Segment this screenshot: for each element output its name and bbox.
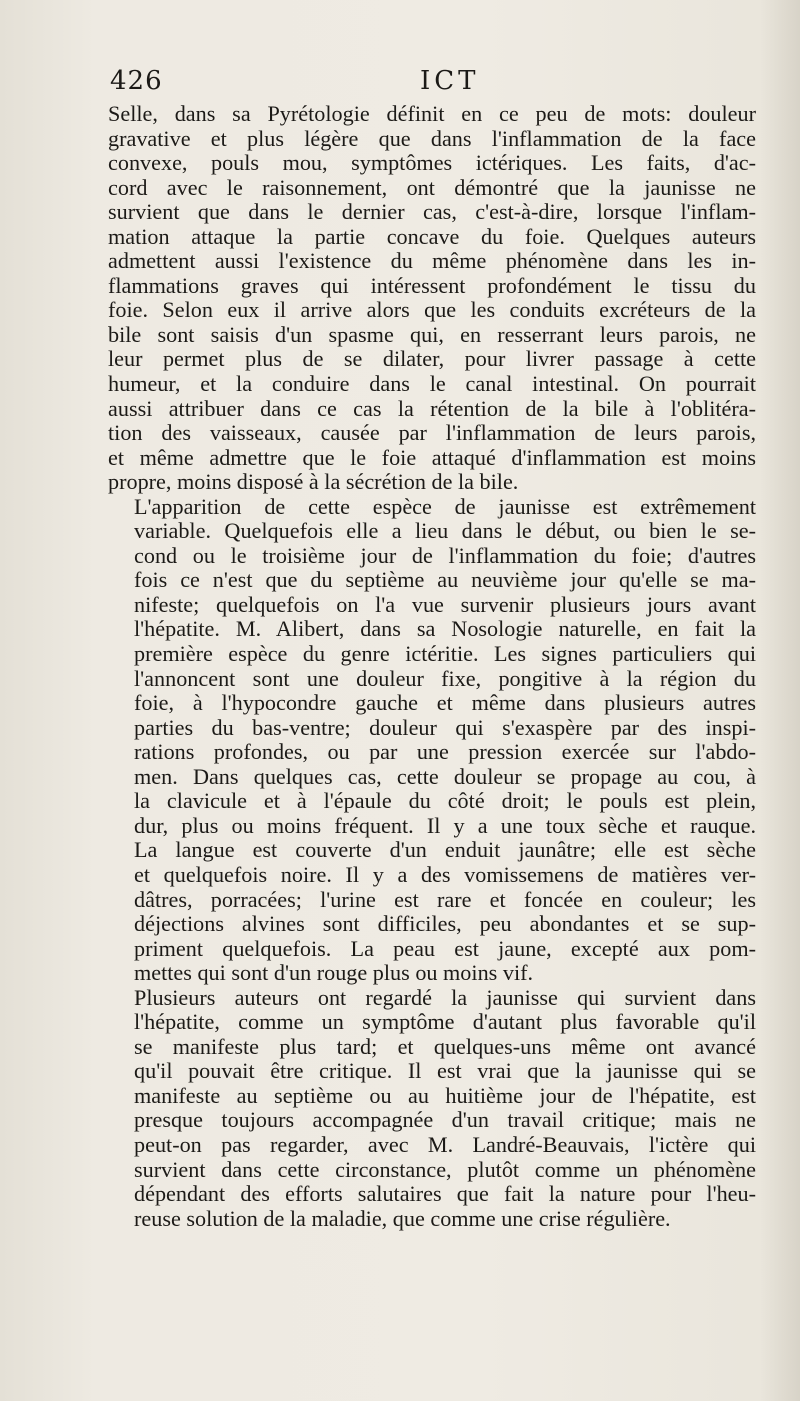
- text-line: et même admettre que le foie attaqué d'inflammation est moins: [108, 444, 756, 470]
- text-line: Plusieurs auteurs ont regardé la jaunisse qui survient dans: [134, 984, 756, 1010]
- text-line: reuse solution de la maladie, que comme une crise régulière.: [134, 1205, 671, 1231]
- text-line: tion des vaisseaux, causée par l'inflammation de leurs parois,: [108, 420, 756, 446]
- running-title: ICT: [420, 66, 480, 96]
- text-line: manifeste au septième ou au huitième jour de l'hépatite, est: [134, 1082, 756, 1108]
- text-line: leur permet plus de se dilater, pour livrer passage à cette: [108, 346, 756, 372]
- running-head: [110, 66, 750, 100]
- text-line: dépendant des efforts salutaires que fait la nature pour l'heu-: [134, 1181, 756, 1207]
- text-line: et quelquefois noire. Il y a des vomissemens de matières ver-: [134, 861, 756, 887]
- text-line: dur, plus ou moins fréquent. Il y a une toux sèche et rauque.: [134, 812, 756, 838]
- text-line: admettent aussi l'existence du même phénomène dans les in-: [108, 248, 756, 274]
- text-line: La langue est couverte d'un enduit jaunâtre; elle est sèche: [134, 837, 756, 863]
- text-line: nifeste; quelquefois on l'a vue survenir plusieurs jours avant: [134, 591, 756, 617]
- text-line: mation attaque la partie concave du foie. Quelques auteurs: [108, 223, 756, 249]
- text-line: foie, à l'hypocondre gauche et même dans plusieurs autres: [134, 690, 756, 716]
- text-line: cord avec le raisonnement, ont démontré que la jaunisse ne: [108, 174, 756, 200]
- text-line: propre, moins disposé à la sécrétion de la bile.: [108, 469, 519, 495]
- text-line: fois ce n'est que du septième au neuvième jour qu'elle se ma-: [134, 567, 756, 593]
- text-line: Selle, dans sa Pyrétologie définit en ce peu de mots: douleur: [108, 101, 756, 126]
- text-line: première espèce du genre ictéritie. Les signes particuliers qui: [134, 641, 756, 667]
- text-line: bile sont saisis d'un spasme qui, en resserrant leurs parois, ne: [108, 321, 756, 347]
- text-line: la clavicule et à l'épaule du côté droit; le pouls est plein,: [134, 788, 756, 814]
- text-line: foie. Selon eux il arrive alors que les conduits excréteurs de la: [108, 297, 756, 323]
- text-line: men. Dans quelques cas, cette douleur se propage au cou, à: [134, 763, 756, 789]
- text-line: presque toujours accompagnée d'un travail critique; mais ne: [134, 1107, 756, 1133]
- text-line: l'hépatite. M. Alibert, dans sa Nosologie naturelle, en fait la: [134, 616, 756, 642]
- text-line: mettes qui sont d'un rouge plus ou moins vif.: [134, 960, 534, 986]
- text-line: dâtres, porracées; l'urine est rare et foncée en couleur; les: [134, 886, 756, 912]
- text-line: se manifeste plus tard; et quelques-uns même ont avancé: [134, 1033, 756, 1059]
- paragraph: [108, 986, 756, 1231]
- text-line: peut-on pas regarder, avec M. Landré-Beauvais, l'ictère qui: [134, 1131, 756, 1157]
- text-line: survient dans cette circonstance, plutôt comme un phénomène: [134, 1156, 756, 1182]
- body-text: [108, 102, 756, 1231]
- paragraph: [108, 102, 756, 495]
- text-line: l'annoncent sont une douleur fixe, pongitive à la région du: [134, 665, 756, 691]
- page-edge-shadow: [760, 0, 800, 1401]
- text-line: convexe, pouls mou, symptômes ictériques. Les faits, d'ac-: [108, 150, 756, 176]
- text-line: L'apparition de cette espèce de jaunisse est extrêmement: [134, 493, 756, 519]
- paragraph: [108, 495, 756, 986]
- text-line: rations profondes, ou par une pression exercée sur l'abdo-: [134, 739, 756, 765]
- text-line: priment quelquefois. La peau est jaune, excepté aux pom-: [134, 935, 756, 961]
- text-line: variable. Quelquefois elle a lieu dans le début, ou bien le se-: [134, 518, 756, 544]
- text-line: qu'il pouvait être critique. Il est vrai que la jaunisse qui se: [134, 1058, 756, 1084]
- page-number: 426: [110, 66, 163, 96]
- text-line: parties du bas-ventre; douleur qui s'exaspère par des inspi-: [134, 714, 756, 740]
- text-line: gravative et plus légère que dans l'inflammation de la face: [108, 125, 756, 151]
- text-line: aussi attribuer dans ce cas la rétention de la bile à l'oblitéra-: [108, 395, 756, 421]
- text-line: cond ou le troisième jour de l'inflammation du foie; d'autres: [134, 542, 756, 568]
- text-line: humeur, et la conduire dans le canal intestinal. On pourrait: [108, 371, 756, 397]
- text-line: l'hépatite, comme un symptôme d'autant plus favorable qu'il: [134, 1009, 756, 1035]
- text-line: survient que dans le dernier cas, c'est-à-dire, lorsque l'inflam-: [108, 199, 756, 225]
- text-line: déjections alvines sont difficiles, peu abondantes et se sup-: [134, 911, 756, 937]
- text-line: flammations graves qui intéressent profondément le tissu du: [108, 272, 756, 298]
